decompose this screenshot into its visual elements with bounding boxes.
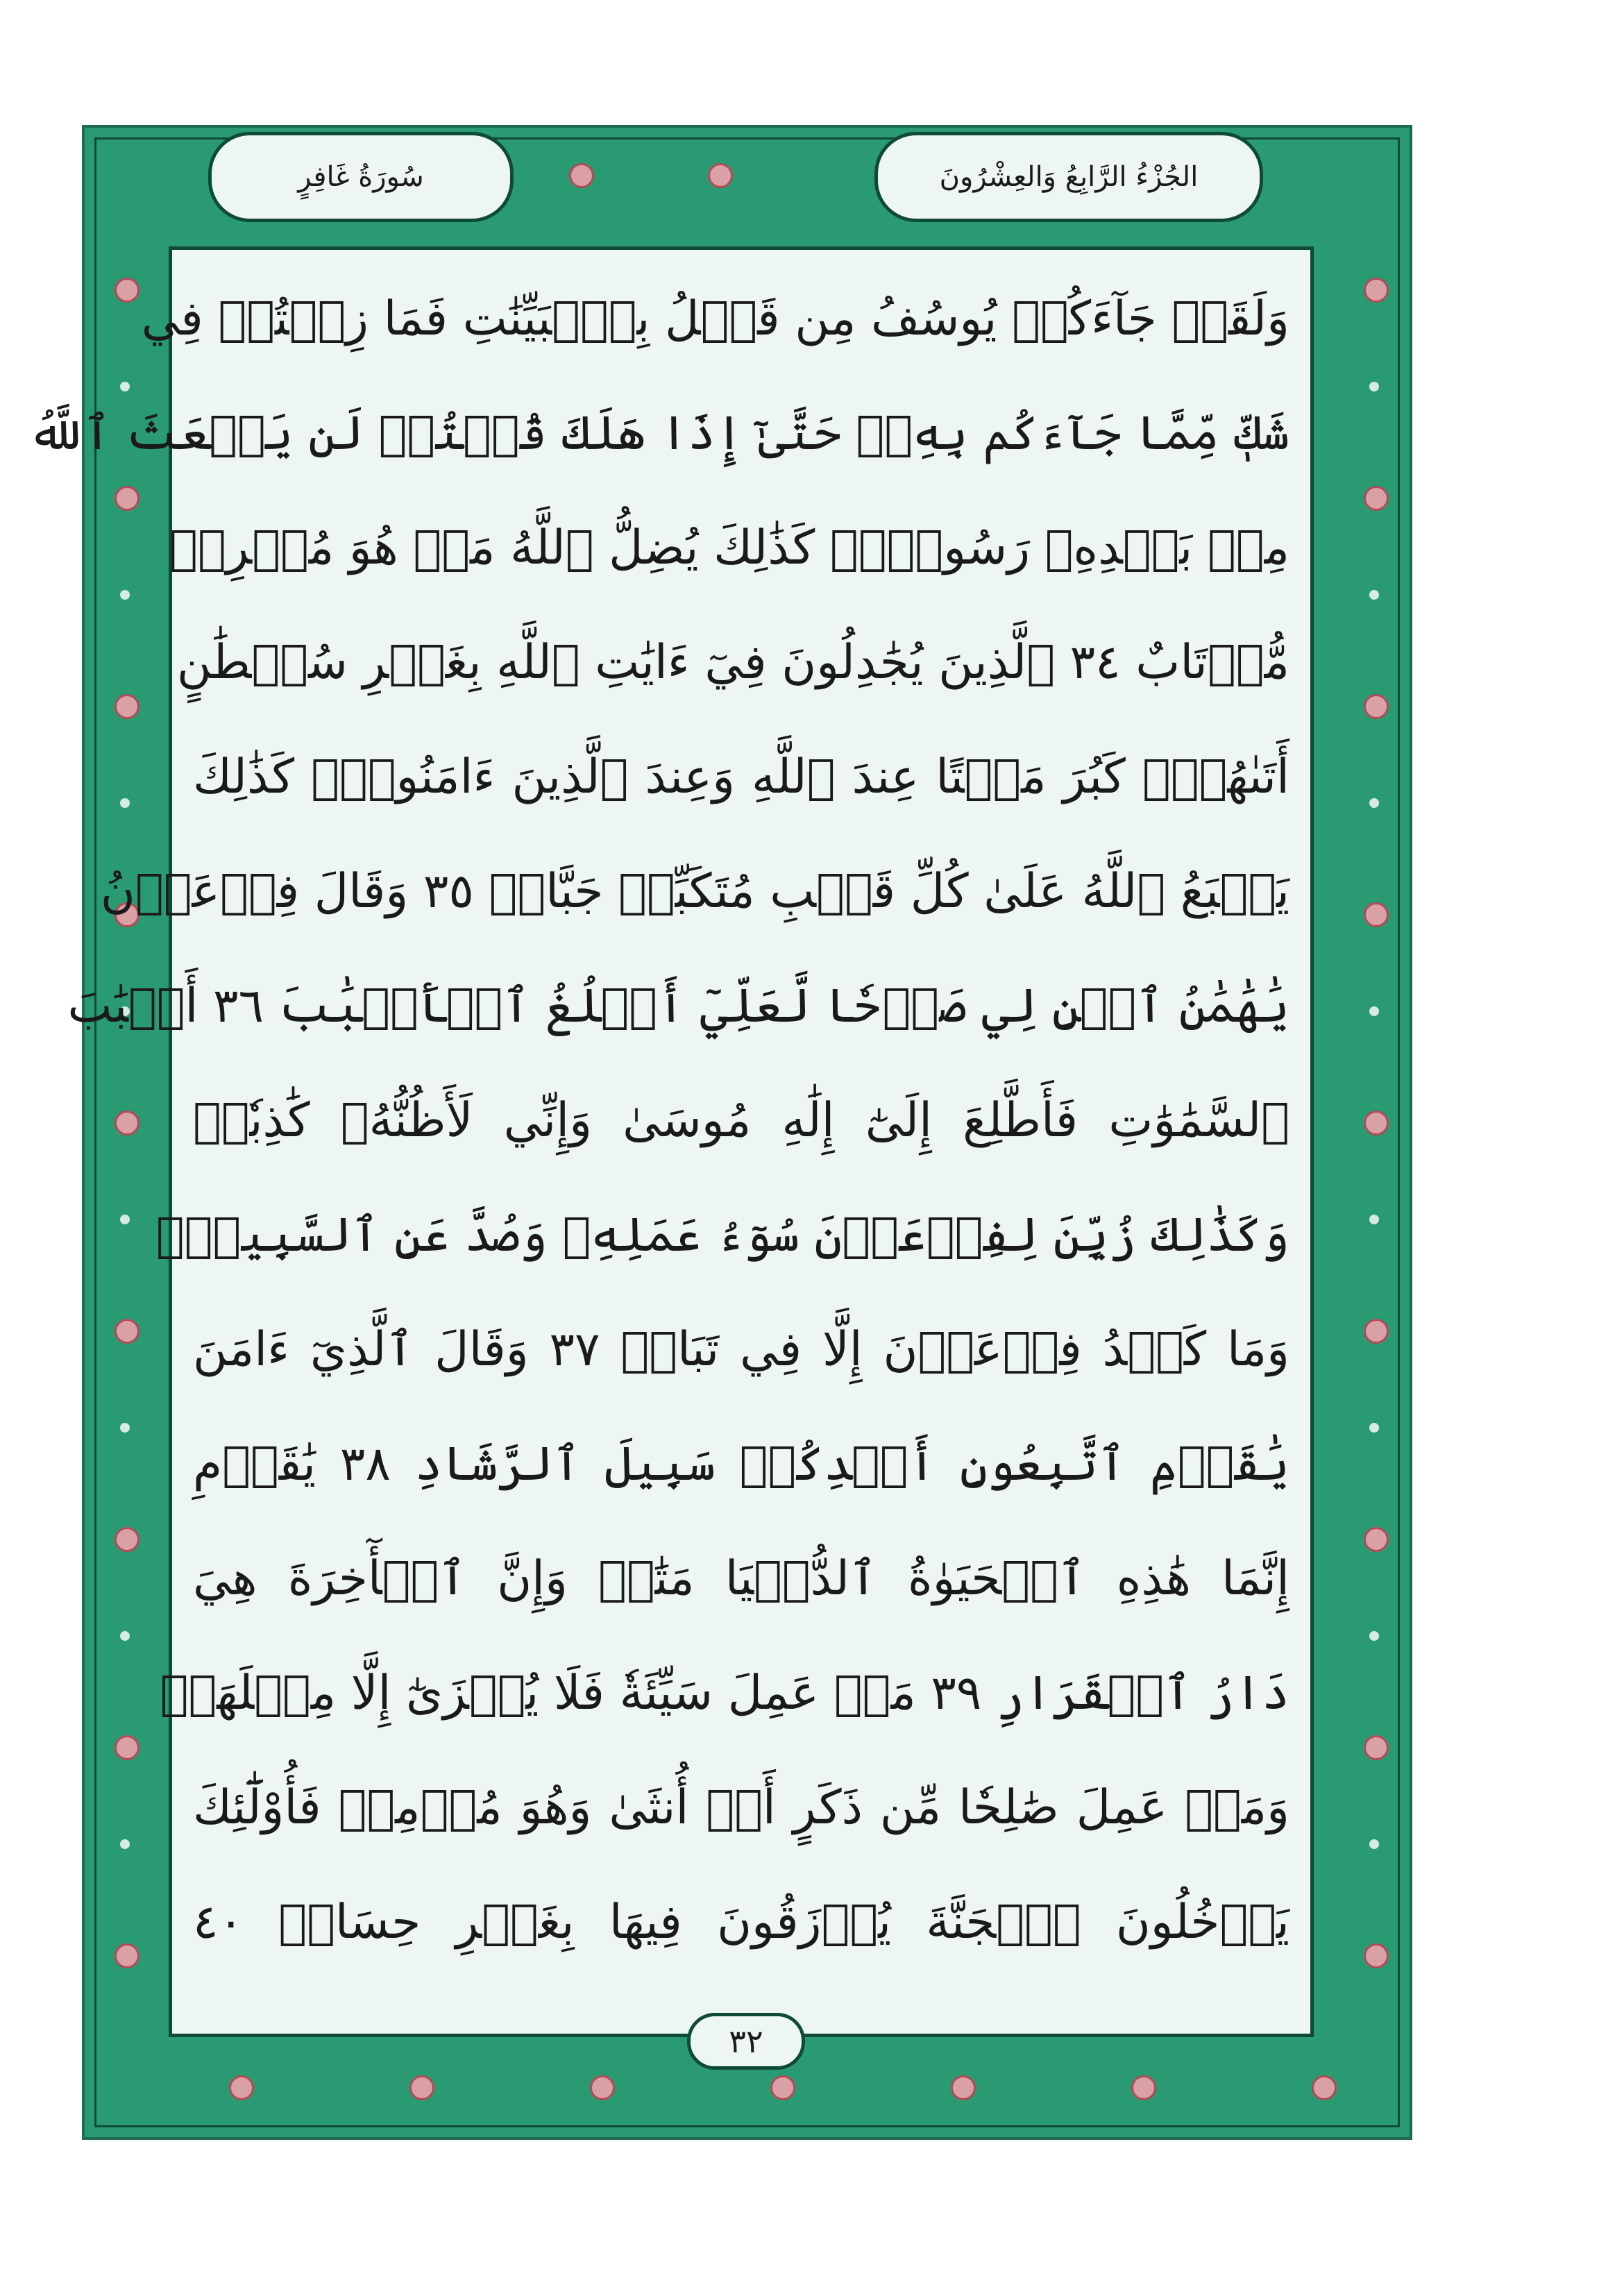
flower-ornament-icon: [1364, 1527, 1389, 1552]
text-line: يَٰهَٰمَٰنُ ٱبۡنِ لِي صَرۡحٗا لَّعَلِّيٓ أَبۡلُغُ ٱلۡأَسۡبَٰبَ ٣٦ أَسۡبَٰبَ: [67, 979, 1289, 1033]
juz-header: [874, 132, 1263, 222]
dot-ornament-icon: [1369, 382, 1379, 391]
dot-ornament-icon: [1369, 1006, 1379, 1016]
dot-ornament-icon: [120, 798, 130, 808]
surah-title: سُورَةُ غَافِرٍ: [298, 161, 424, 193]
surah-header: [208, 132, 514, 222]
text-line: وَلَقَدۡ جَآءَكُمۡ يُوسُفُ مِن قَبۡلُ بِٱلۡبَيِّنَٰتِ فَمَا زِلۡتُمۡ فِي: [141, 292, 1289, 346]
flower-ornament-icon: [409, 2075, 434, 2100]
dot-ornament-icon: [1369, 1839, 1379, 1849]
dot-ornament-icon: [120, 1215, 130, 1224]
juz-title: الجُزْءُ الرَّابِعُ وَالعِشْرُونَ: [939, 161, 1199, 193]
text-line: إِنَّمَا هَٰذِهِ ٱلۡحَيَوٰةُ ٱلدُّنۡيَا مَتَٰعٞ وَإِنَّ ٱلۡأٓخِرَةَ هِيَ: [193, 1551, 1289, 1606]
flower-ornament-icon: [1364, 278, 1389, 303]
flower-ornament-icon: [951, 2075, 976, 2100]
dot-ornament-icon: [1369, 798, 1379, 808]
text-line: شَكّٖ مِّمَّا جَآءَكُم بِهِۦۖ حَتَّىٰٓ إِذَا هَلَكَ قُلۡتُمۡ لَن يَبۡعَثَ ٱللَّهُ: [28, 406, 1289, 461]
text-line: مُّرۡتَابٌ ٣٤ ٱلَّذِينَ يُجَٰدِلُونَ فِيٓ ءَايَٰتِ ٱللَّهِ بِغَيۡرِ سُلۡطَٰنٍ: [176, 635, 1289, 690]
flower-ornament-icon: [1364, 1319, 1389, 1344]
dot-ornament-icon: [120, 590, 130, 600]
flower-ornament-icon: [1312, 2075, 1337, 2100]
text-line: يَدۡخُلُونَ ٱلۡجَنَّةَ يُرۡزَقُونَ فِيهَا بِغَيۡرِ حِسَابٖ ٤٠: [193, 1895, 1289, 1950]
flower-ornament-icon: [115, 1527, 139, 1552]
flower-ornament-icon: [1364, 1943, 1389, 1968]
text-line: يَطۡبَعُ ٱللَّهُ عَلَىٰ كُلِّ قَلۡبِ مُتَكَبِّرٖ جَبَّارٖ ٣٥ وَقَالَ فِرۡعَوۡنُ: [100, 864, 1289, 919]
dot-ornament-icon: [120, 1423, 130, 1433]
flower-ornament-icon: [1364, 1111, 1389, 1136]
flower-ornament-icon: [115, 1735, 139, 1760]
flower-ornament-icon: [1364, 902, 1389, 927]
text-line: وَمَا كَيۡدُ فِرۡعَوۡنَ إِلَّا فِي تَبَابٖ ٣٧ وَقَالَ ٱلَّذِيٓ ءَامَنَ: [193, 1322, 1290, 1377]
text-line: وَمَنۡ عَمِلَ صَٰلِحٗا مِّن ذَكَرٍ أَوۡ أُنثَىٰ وَهُوَ مُؤۡمِنٞ فَأُوْلَٰٓئِكَ: [193, 1780, 1289, 1835]
dot-ornament-icon: [1369, 1631, 1379, 1641]
flower-ornament-icon: [115, 486, 139, 511]
flower-ornament-icon: [569, 163, 594, 188]
dot-ornament-icon: [1369, 1423, 1379, 1433]
page-number-box: [687, 2013, 805, 2070]
quran-text-panel: [28, 246, 1314, 2037]
flower-ornament-icon: [590, 2075, 615, 2100]
flower-ornament-icon: [1131, 2075, 1156, 2100]
flower-ornament-icon: [115, 694, 139, 719]
text-line: أَتَىٰهُمۡۖ كَبُرَ مَقۡتًا عِندَ ٱللَّهِ وَعِندَ ٱلَّذِينَ ءَامَنُواْۚ كَذَٰلِكَ: [193, 750, 1289, 804]
flower-ornament-icon: [1364, 694, 1389, 719]
dot-ornament-icon: [120, 1839, 130, 1849]
text-line: ٱلسَّمَٰوَٰتِ فَأَطَّلِعَ إِلَىٰٓ إِلَٰهِ مُوسَىٰ وَإِنِّي لَأَظُنُّهُۥ كَٰذِبٗاۚ: [193, 1093, 1289, 1148]
flower-ornament-icon: [115, 1319, 139, 1344]
flower-ornament-icon: [1364, 486, 1389, 511]
flower-ornament-icon: [1364, 1735, 1389, 1760]
flower-ornament-icon: [229, 2075, 254, 2100]
page-number: ٣٢: [729, 2023, 763, 2060]
dot-ornament-icon: [1369, 1215, 1379, 1224]
flower-ornament-icon: [770, 2075, 795, 2100]
flower-ornament-icon: [115, 1943, 139, 1968]
flower-ornament-icon: [708, 163, 733, 188]
dot-ornament-icon: [120, 1631, 130, 1641]
flower-ornament-icon: [115, 278, 139, 303]
text-line: وَكَذَٰلِكَ زُيِّنَ لِفِرۡعَوۡنَ سُوٓءُ عَمَلِهِۦ وَصُدَّ عَنِ ٱلسَّبِيلِۚ: [155, 1208, 1289, 1263]
text-line: مِنۢ بَعۡدِهِۦ رَسُولٗاۚ كَذَٰلِكَ يُضِلُّ ٱللَّهُ مَنۡ هُوَ مُسۡرِفٞ: [169, 521, 1289, 575]
text-line: دَارُ ٱلۡقَرَارِ ٣٩ مَنۡ عَمِلَ سَيِّئَةٗ فَلَا يُجۡزَىٰٓ إِلَّا مِثۡلَهَاۖ: [160, 1666, 1289, 1721]
flower-ornament-icon: [115, 1111, 139, 1136]
text-line: يَٰقَوۡمِ ٱتَّبِعُونِ أَهۡدِكُمۡ سَبِيلَ ٱلرَّشَادِ ٣٨ يَٰقَوۡمِ: [193, 1437, 1289, 1492]
dot-ornament-icon: [1369, 590, 1379, 600]
